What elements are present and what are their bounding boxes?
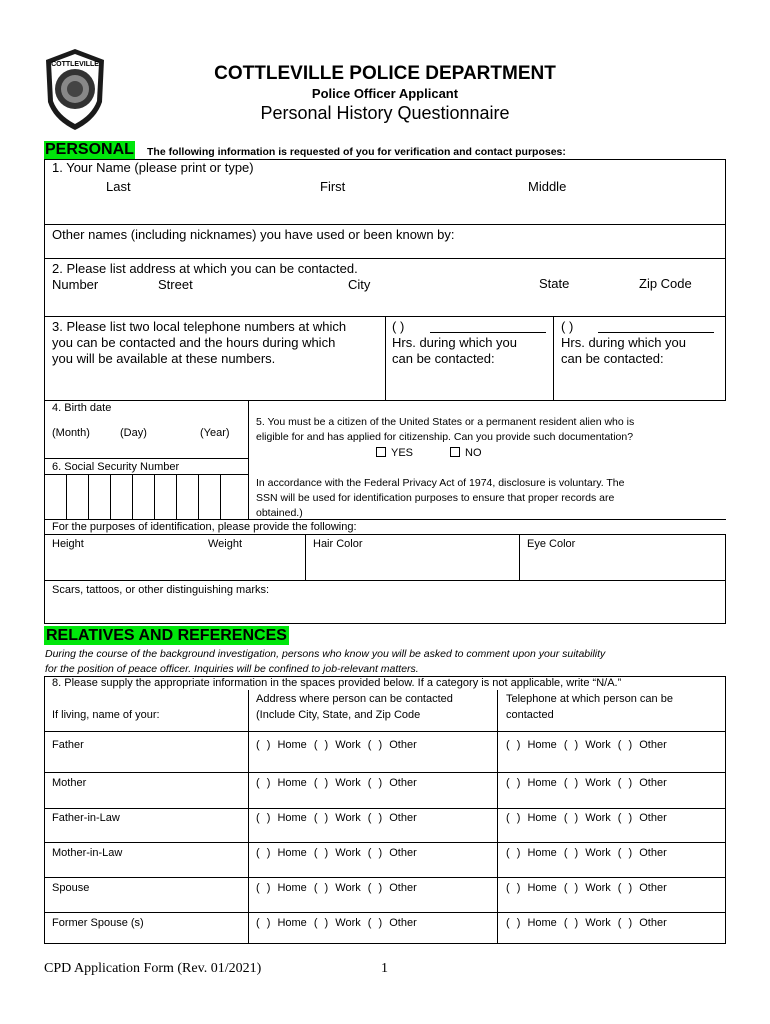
form-subtitle: Police Officer Applicant bbox=[311, 86, 459, 101]
q8-label: 8. Please supply the appropriate information in the spaces provided below. If a category is not applicable, write “N/A.” bbox=[52, 677, 622, 689]
address-contact-type-options[interactable]: ( ) Home ( ) Work ( ) Other bbox=[256, 917, 417, 929]
ssn-input-boxes[interactable] bbox=[46, 476, 246, 518]
relative-row-label: Former Spouse (s) bbox=[52, 917, 144, 929]
ident-label: For the purposes of identification, please provide the following: bbox=[52, 521, 357, 533]
scars-input[interactable] bbox=[46, 598, 724, 622]
address-contact-type-options[interactable]: ( ) Home ( ) Work ( ) Other bbox=[256, 847, 417, 859]
phone-contact-type-options[interactable]: ( ) Home ( ) Work ( ) Other bbox=[506, 739, 667, 751]
q5-yes-option[interactable] bbox=[376, 446, 413, 460]
phone-contact-type-options[interactable]: ( ) Home ( ) Work ( ) Other bbox=[506, 882, 667, 894]
q2-city-label: City bbox=[348, 277, 371, 292]
relative-row-label: Spouse bbox=[52, 882, 90, 894]
form-title: Personal History Questionnaire bbox=[260, 103, 510, 123]
yes-label: YES bbox=[391, 447, 414, 459]
q1-middle-label: Middle bbox=[528, 179, 567, 194]
phone-contact-type-options[interactable]: ( ) Home ( ) Work ( ) Other bbox=[506, 917, 667, 929]
col-phone-header-line1: Telephone at which person can be bbox=[506, 693, 673, 705]
phone1-area-code: ( ) bbox=[392, 319, 405, 334]
q1-last-label: Last bbox=[106, 179, 131, 194]
q3-line2: you can be contacted and the hours during which bbox=[52, 335, 336, 350]
phone1-hours-line1: Hrs. during which you bbox=[392, 335, 517, 350]
q1-first-label: First bbox=[320, 179, 346, 194]
relative-row-label: Father bbox=[52, 739, 84, 751]
col-address-header-line1: Address where person can be contacted bbox=[256, 693, 453, 705]
q3-line3: you will be available at these numbers. bbox=[52, 351, 276, 366]
q2-zip-label: Zip Code bbox=[639, 276, 692, 291]
other-names-input[interactable] bbox=[46, 242, 724, 257]
eye-color-label: Eye Color bbox=[527, 538, 576, 550]
phone1-hours-line2: can be contacted: bbox=[392, 351, 495, 366]
q4-year-label: (Year) bbox=[200, 427, 230, 439]
personal-intro: The following information is requested of you for verification and contact purposes: bbox=[147, 146, 566, 158]
personal-section-heading: PERSONAL bbox=[45, 141, 134, 158]
q2-number-label: Number bbox=[52, 277, 99, 292]
q2-state-label: State bbox=[539, 276, 570, 291]
q5-no-option[interactable] bbox=[450, 446, 482, 460]
q5-line2: eligible for and has applied for citizenship. Can you provide such documentation? bbox=[256, 431, 634, 443]
q3-line1: 3. Please list two local telephone numbers at which bbox=[52, 319, 347, 334]
col-phone-header-line2: contacted bbox=[506, 709, 554, 721]
relatives-intro-line1: During the course of the background investigation, persons who know you will be asked to comment upon your suitability bbox=[45, 648, 606, 660]
relative-row-label: Mother bbox=[52, 777, 87, 789]
privacy-line2: SSN will be used for identification purposes to ensure that proper records are bbox=[256, 492, 615, 504]
phone-contact-type-options[interactable]: ( ) Home ( ) Work ( ) Other bbox=[506, 777, 667, 789]
footer-form-id: CPD Application Form (Rev. 01/2021) bbox=[44, 961, 262, 976]
q1-label: 1. Your Name (please print or type) bbox=[52, 160, 254, 175]
yes-checkbox[interactable] bbox=[376, 447, 386, 457]
q2-label: 2. Please list address at which you can be contacted. bbox=[52, 261, 358, 276]
phone2-area-code: ( ) bbox=[561, 319, 574, 334]
address-input-area[interactable] bbox=[46, 294, 724, 315]
weight-label: Weight bbox=[208, 538, 243, 550]
department-title: COTTLEVILLE POLICE DEPARTMENT bbox=[214, 63, 556, 84]
phone2-hours-line1: Hrs. during which you bbox=[561, 335, 686, 350]
address-contact-type-options[interactable]: ( ) Home ( ) Work ( ) Other bbox=[256, 777, 417, 789]
address-contact-type-options[interactable]: ( ) Home ( ) Work ( ) Other bbox=[256, 882, 417, 894]
hair-color-label: Hair Color bbox=[313, 538, 363, 550]
no-checkbox[interactable] bbox=[450, 447, 460, 457]
relatives-section-heading: RELATIVES AND REFERENCES bbox=[46, 627, 287, 644]
col-address-header-line2: (Include City, State, and Zip Code bbox=[256, 709, 421, 721]
phone2-hours-line2: can be contacted: bbox=[561, 351, 664, 366]
svg-text:COTTLEVILLE: COTTLEVILLE bbox=[51, 61, 99, 68]
birth-date-input[interactable] bbox=[46, 440, 246, 457]
privacy-line1: In accordance with the Federal Privacy Act of 1974, disclosure is voluntary. The bbox=[256, 477, 625, 489]
scars-label: Scars, tattoos, or other distinguishing marks: bbox=[52, 584, 270, 596]
relative-row-label: Mother-in-Law bbox=[52, 847, 123, 859]
name-input-area[interactable] bbox=[46, 196, 724, 223]
q4-label: 4. Birth date bbox=[52, 402, 112, 414]
address-contact-type-options[interactable]: ( ) Home ( ) Work ( ) Other bbox=[256, 812, 417, 824]
q6-label: 6. Social Security Number bbox=[52, 461, 180, 473]
phone1-input-line[interactable] bbox=[430, 332, 546, 333]
address-contact-type-options[interactable]: ( ) Home ( ) Work ( ) Other bbox=[256, 739, 417, 751]
phone-contact-type-options[interactable]: ( ) Home ( ) Work ( ) Other bbox=[506, 847, 667, 859]
q5-line1: 5. You must be a citizen of the United States or a permanent resident alien who is bbox=[256, 416, 635, 428]
height-label: Height bbox=[52, 538, 84, 550]
phone-contact-type-options[interactable]: ( ) Home ( ) Work ( ) Other bbox=[506, 812, 667, 824]
footer-page-number: 1 bbox=[381, 961, 388, 976]
q4-day-label: (Day) bbox=[120, 427, 147, 439]
q4-month-label: (Month) bbox=[52, 427, 90, 439]
privacy-line3: obtained.) bbox=[256, 507, 303, 519]
col-name-header: If living, name of your: bbox=[52, 709, 160, 721]
no-label: NO bbox=[465, 447, 482, 459]
q2-street-label: Street bbox=[158, 277, 193, 292]
relatives-intro-line2: for the position of peace officer. Inquiries will be confined to job-relevant matters. bbox=[45, 663, 419, 675]
relative-row-label: Father-in-Law bbox=[52, 812, 120, 824]
phone2-input-line[interactable] bbox=[598, 332, 714, 333]
other-names-label: Other names (including nicknames) you have used or been known by: bbox=[52, 227, 455, 242]
